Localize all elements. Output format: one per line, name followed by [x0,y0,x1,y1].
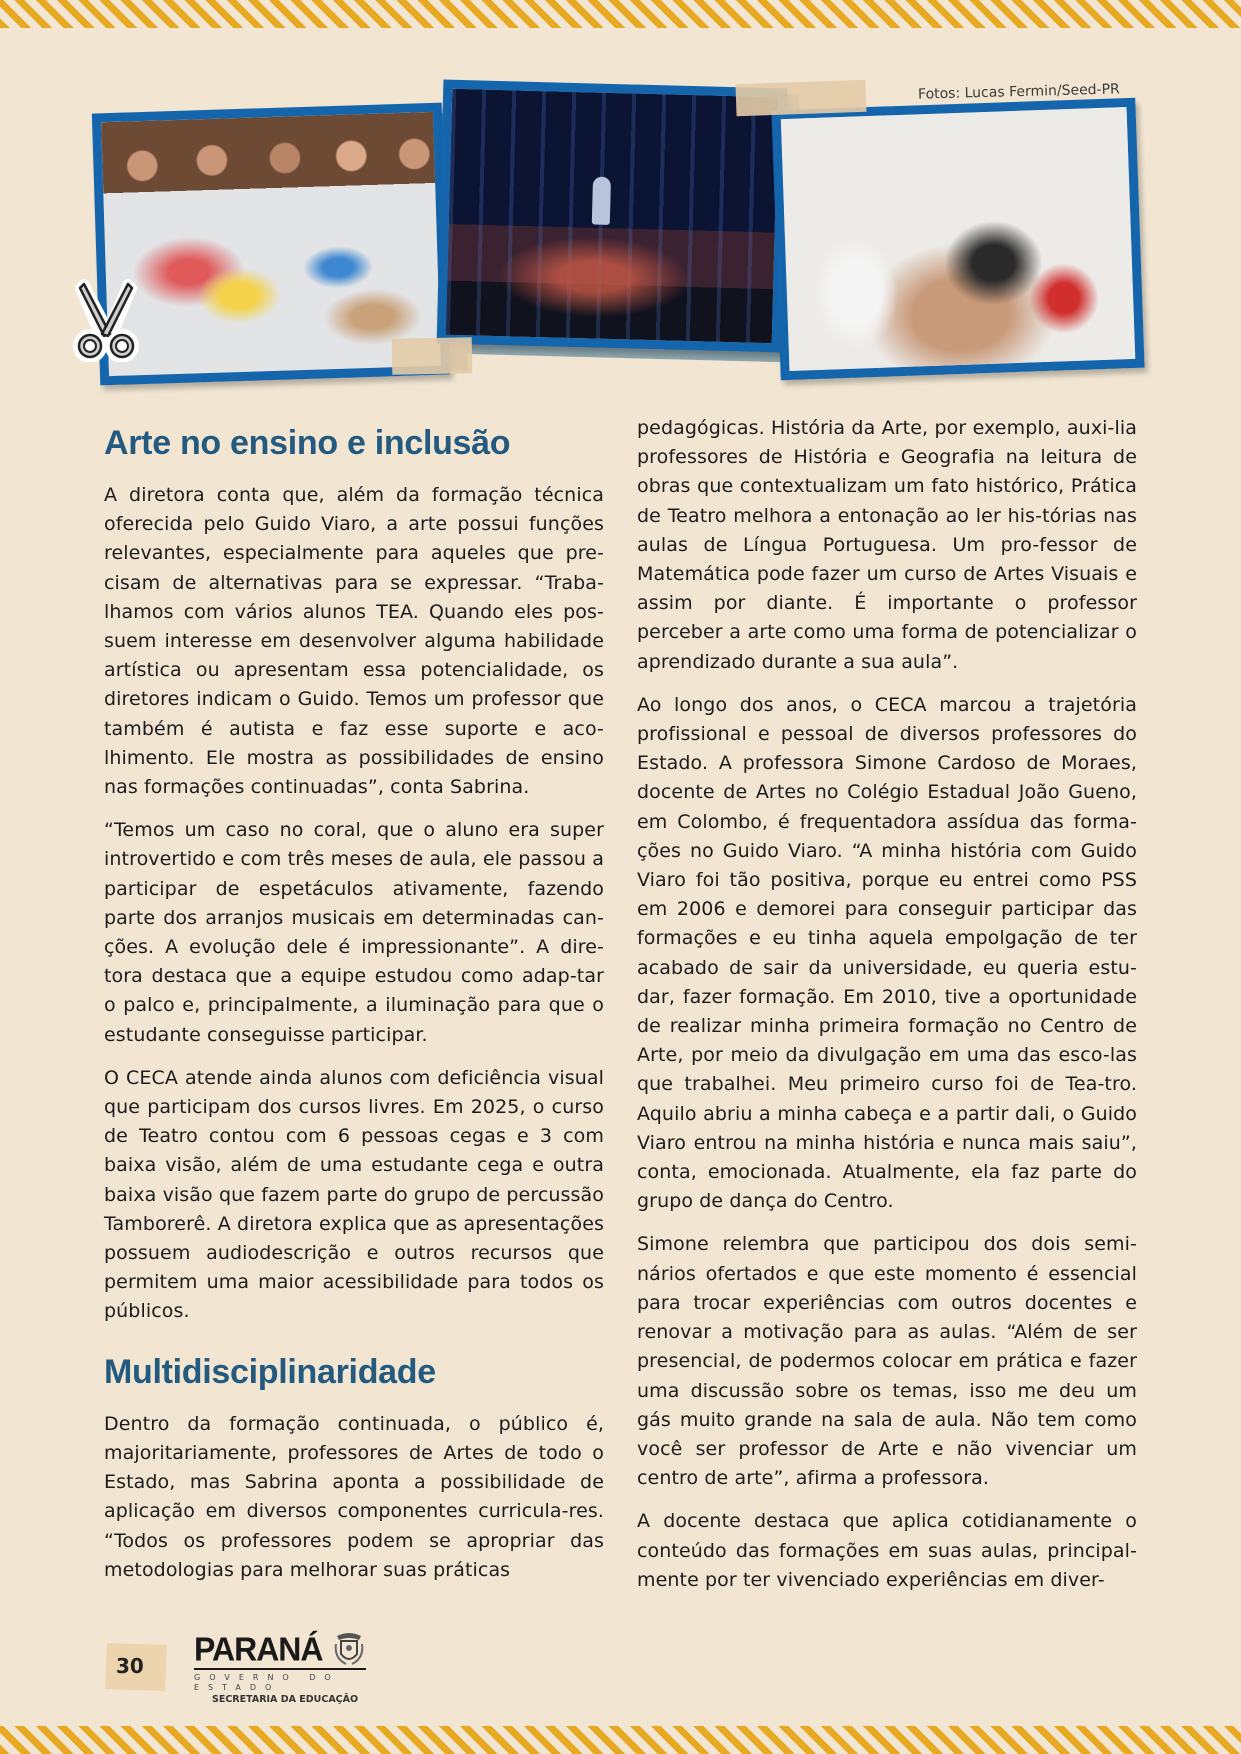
logo-divider [194,1668,366,1670]
photo-credit: Fotos: Lucas Fermin/Seed-PR [917,81,1121,103]
body-paragraph: Dentro da formação continuada, o público é, majoritariamente, professores de Artes de todo o Estado, mas Sabrina aponta a possibilidade de aplicação em diversos componentes curricula-res. “Todos os professores podem se apropriar das metodologias para melhorar suas práticas [104,1412,604,1581]
bottom-decorative-stripe [0,1726,1241,1754]
body-paragraph: Simone relembra que participou dos dois semi-nários ofertados e que este momento é essencial para trocar experiências com outros docentes e renovar a motivação para as aulas. “Além de ser presencial, de podermos colocar em prática e fazer uma discussão sobre os temas, isso me deu um gás muito grande na sala de aula. Não tem como você ser professor de Arte e não vivenciar um centro de arte”, afirma a professora. [637,1233,1137,1490]
photo-dance-group [771,98,1144,381]
body-paragraph: O CECA atende ainda alunos com deficiência visual que participam dos cursos livres. Em 2025, o curso de Teatro contou com 6 pessoas cegas e 3 com baixa visão, além de uma estudante cega e outra baixa visão que fazem parte do grupo de percussão Tamborerê. A diretora explica que as apresentações possuem audiodescrição e outros recursos que permitem uma maior acessibilidade para todos os públicos. [104,1066,604,1323]
body-paragraph: A diretora conta que, além da formação técnica oferecida pelo Guido Viaro, a arte possui funções relevantes, especialmente para aqueles que pre-cisam de alternativas para se expressar. “Traba-lhamos com vários alunos TEA. Quando eles pos-suem interesse em desenvolver alguma habilidade artística ou apresentam essa potencialidade, os diretores indicam o Guido. Temos um professor que também é autista e faz esse suporte e aco-lhimento. Ele mostra as possibilidades de ensino nas formações continuadas”, conta Sabrina. [104,484,604,799]
section-heading: Arte no ensino e inclusão [104,424,511,462]
parana-logo [194,1632,366,1707]
right-column [637,414,1137,1609]
scissors-icon [70,278,142,362]
top-decorative-stripe [0,0,1241,28]
body-paragraph: Ao longo dos anos, o CECA marcou a trajetória profissional e pessoal de diversos professores do Estado. A professora Simone Cardoso de Moraes, docente de Artes no Colégio Estadual João Gueno, em Colombo, é frequentadora assídua das forma-ções no Guido Viaro. “A minha história com Guido Viaro foi tão positiva, porque eu entrei como PSS em 2006 e demorei para conseguir participar das formações e eu tinha aquela empolgação de ter acabado de sair da universidade, eu queria estu-dar, fazer formação. Em 2010, tive a oportunidade de realizar minha primeira formação no Centro de Arte, por meio da divulgação em uma das esco-las que trabalhei. Meu primeiro curso foi de Tea-tro. Aquilo abriu a minha cabeça e a partir dali, o Guido Viaro entrou na minha história e nunca mais saiu”, conta, emocionada. Atualmente, ela faz parte do grupo de dança do Centro. [637,693,1137,1213]
decorative-tape [392,337,473,374]
body-paragraph: “Temos um caso no coral, que o aluno era super introvertido e com três meses de aula, ele passou a participar de espetáculos ativamente, fazendo parte dos arranjos musicais em determinadas can-ções. A evolução dele é impressionante”. A dire-tora destaca que a equipe estudou como adap-tar o palco e, principalmente, a iluminação para que o estudante conseguisse participar. [104,819,604,1046]
body-paragraph: A docente destaca que aplica cotidianamente o conteúdo das formações em suas aulas, principal-mente por ter vivenciado experiências em diver- [637,1510,1137,1591]
section-heading: Multidisciplinaridade [104,1352,436,1391]
photo-theater-stage [437,80,788,353]
page-number: 30 [116,1654,144,1678]
body-paragraph: pedagógicas. História da Arte, por exemplo, auxi-lia professores de História e Geografia na leitura de obras que contextualizam um fato histórico, Prática de Teatro melhora a entonação ao ler his-tórias nas aulas de Língua Portuguesa. Um pro-fessor de Matemática pode fazer um curso de Artes Visuais e assim por diante. É importante o professor perceber a arte como uma forma de potencializar o aprendizado durante a sua aula”. [637,417,1137,673]
left-column [104,412,604,1599]
coat-of-arms-icon [334,1632,364,1666]
logo-title: PARANÁ [194,1630,323,1668]
logo-subtitle: GOVERNO DO ESTADO [194,1673,340,1692]
decorative-tape [735,80,866,117]
logo-department: SECRETARIA DA EDUCAÇÃO [212,1694,359,1705]
